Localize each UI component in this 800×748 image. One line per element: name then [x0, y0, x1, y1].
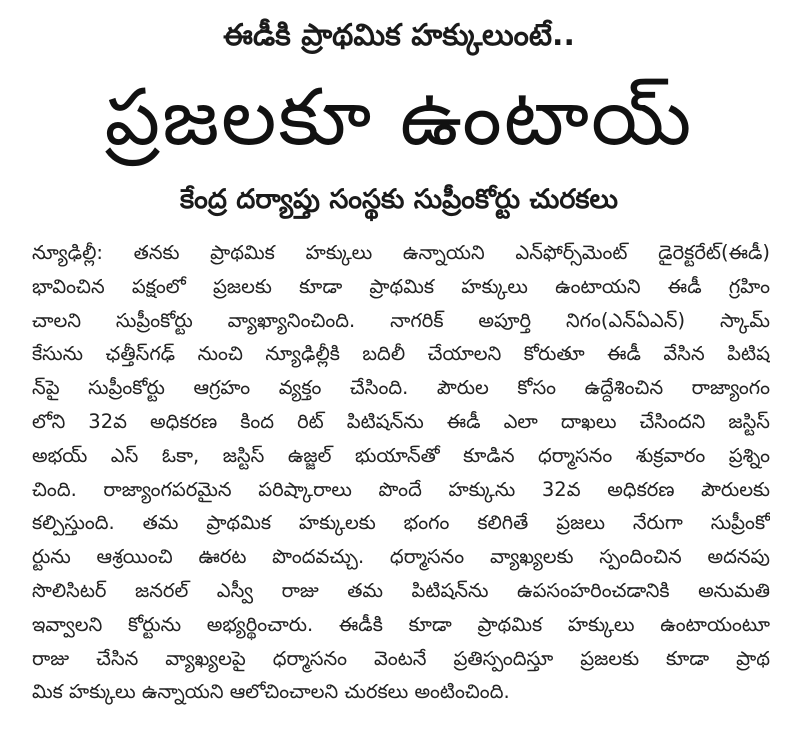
body-line: న్‌పై సుప్రీంకోర్టు ఆగ్రహం వ్యక్తం చేసింది. పౌరుల కోసం ఉద్దేశించిన రాజ్యాంగం	[32, 376, 770, 400]
body-line: రాజు చేసిన వ్యాఖ్యలపై ధర్మాసనం వెంటనే ప్రతిస్పందిస్తూ ప్రజలకు కూడా ప్రాథ	[32, 646, 770, 670]
kicker: ఈడీకి ప్రాథమిక హక్కులుంటే..	[223, 18, 575, 53]
body-line: భావించిన పక్షంలో ప్రజలకు కూడా ప్రాథమిక హక్కులు ఉంటాయని ఈడీ గ్రహిం	[32, 274, 770, 298]
body-line: చాలని సుప్రీంకోర్టు వ్యాఖ్యానించింది. నాగరిక్ అపూర్తి నిగం(ఎన్ఏఎన్) స్కామ్	[32, 308, 770, 332]
news-clipping	[8, 6, 790, 740]
body-line: మిక హక్కులు ఉన్నాయని ఆలోచించాలని చురకలు అంటించింది.	[32, 680, 510, 704]
body-line: ఇవ్వాలని కోర్టును అభ్యర్థించారు. ఈడీకి కూడా ప్రాథమిక హక్కులు ఉంటాయంటూ	[32, 612, 770, 636]
body-line: న్యూఢిల్లీ: తనకు ప్రాథమిక హక్కులు ఉన్నాయని ఎన్‌ఫోర్స్‌మెంట్ డైరెక్టరేట్(ఈడీ)	[32, 241, 770, 264]
body-line: కల్పిస్తుంది. తమ ప్రాథమిక హక్కులకు భంగం కలిగితే ప్రజలు నేరుగా సుప్రీంకో	[32, 511, 770, 535]
body-line: కేసును ఛత్తీస్‌గఢ్ నుంచి న్యూఢిల్లీకి బదిలీ చేయాలని కోరుతూ ఈడీ వేసిన పిటిష	[32, 342, 770, 366]
subheadline: కేంద్ర దర్యాప్తు సంస్థకు సుప్రీంకోర్టు చురకలు	[180, 184, 618, 215]
body-line: ర్టును ఆశ్రయించి ఊరట పొందవచ్చు. ధర్మాసనం వ్యాఖ్యలకు స్పందించిన అదనపు	[32, 545, 770, 569]
article-body	[32, 236, 770, 709]
body-line: అభయ్ ఎస్ ఓకా, జస్టిస్ ఉజ్జల్ భుయాన్‌తో కూడిన ధర్మాసనం శుక్రవారం ప్రశ్నిం	[32, 443, 770, 467]
body-line: సొలిసిటర్ జనరల్ ఎస్వీ రాజు తమ పిటిషన్‌ను ఉపసంహరించడానికి అనుమతి	[32, 578, 770, 602]
body-line: చింది. రాజ్యాంగపరమైన పరిష్కారాలు పొందే హక్కును 32వ అధికరణ పౌరులకు	[32, 477, 770, 501]
body-line: లోని 32వ అధికరణ కింద రిట్ పిటిషన్‌ను ఈడీ ఎలా దాఖలు చేసిందని జస్టిస్	[32, 409, 770, 433]
headline: ప్రజలకూ ఉంటాయ్	[104, 73, 694, 163]
